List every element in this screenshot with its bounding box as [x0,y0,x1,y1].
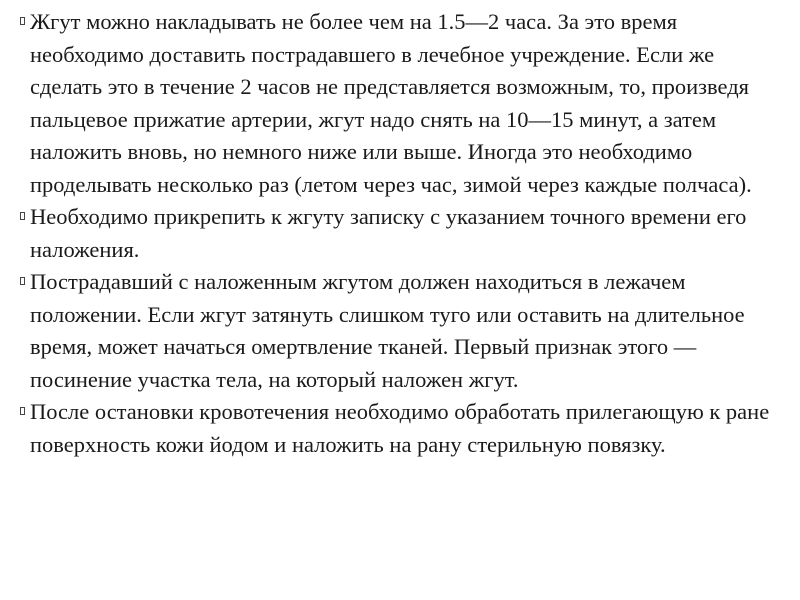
bullet-item-lying-position [20,266,780,396]
bullet-item-tourniquet-duration [20,6,780,201]
bullet-text: Жгут можно накладывать не более чем на 1.5—2 часа. За это время необходимо доставить пострадавшего в лечебное учреждение. Если же сделать это в течение 2 часов не представляется возможным, то, произведя пальцевое прижатие артерии, жгут надо снять на 10—15 минут, а затем наложить вновь, но немного ниже или выше. Иногда это необходимо проделывать несколько раз (летом через час, зимой через каждые полчаса). [30,9,752,197]
square-bullet-icon [20,17,25,25]
bullet-list [20,6,780,461]
bullet-item-treat-wound [20,396,780,461]
bullet-text: Необходимо прикрепить к жгуту записку с указанием точного времени его наложения. [30,204,747,262]
square-bullet-icon [20,277,25,285]
square-bullet-icon [20,212,25,220]
bullet-text: После остановки кровотечения необходимо обработать прилегающую к ране поверхность кожи йодом и наложить на рану стерильную повязку. [30,399,770,457]
bullet-text: Пострадавший с наложенным жгутом должен находиться в лежачем положении. Если жгут затянуть слишком туго или оставить на длительное время, может начаться омертвление тканей. Первый признак этого — посинение участка тела, на который наложен жгут. [30,269,745,392]
square-bullet-icon [20,407,25,415]
bullet-item-attach-note [20,201,780,266]
